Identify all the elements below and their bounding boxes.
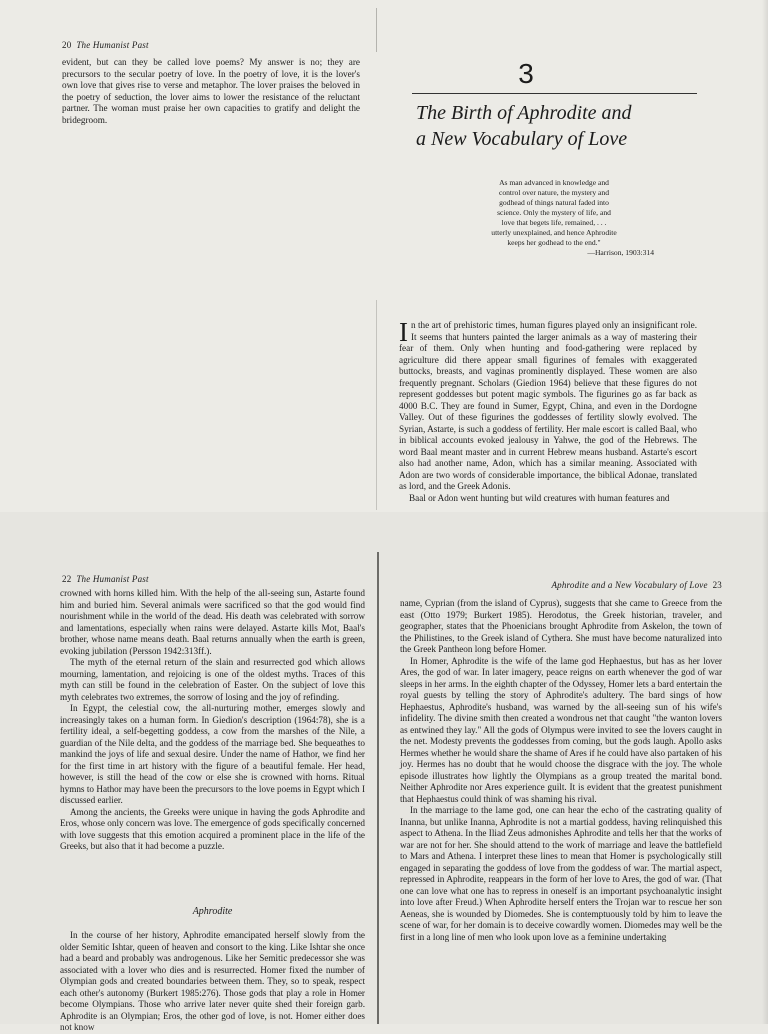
opening-paragraph <box>399 317 697 493</box>
chapter-title-line-2: a New Vocabulary of Love <box>416 128 628 150</box>
paragraph: name, Cyprian (from the island of Cyprus), suggests that she came to Greece from the east (Otto 1979; Burkert 1985). Herodotus, the Greek historian, traveler, and geographer, states that the Phoenicians brought Aphrodite from Askelon, the town of the Philistines, to the Greek island of Cythera. She must have become naturalized into the Greek Pantheon long before Homer. <box>400 598 722 654</box>
paragraph: In Homer, Aphrodite is the wife of the lame god Hephaestus, but has as her lover Ares, the god of war. In later imagery, peace reigns on earth whenever the god of war sleeps in her arms. In the eighth chapter of the Odyssey, Homer lets a bard entertain the royal guests by telling the story of Aphrodite's adultery. The bard sings of how Hephaestus, Aphrodite's husband, was warned by the all-seeing sun of his wife's infidelity. The divine smith then created a wondrous net that caught "the wanton lovers as entwined they lay." All the gods of Olympus were invited to see the lovers caught in the net. Modesty prevents the goddesses from coming, but the gods laugh. Apollo asks Hermes whether he would share the shame of Ares if he could have also partaken of his joy. Hermes has no doubt that he would choose the disgrace with the joy. The whole episode illustrates how lightly the Olympians as a group treated the marital bond. Neither Aphrodite nor Ares experience guilt. It is evident that the greatest punishment that Hephaestus could think of was shaming his rival. <box>400 655 722 804</box>
paragraph: The myth of the eternal return of the slain and resurrected god which allows mourning, lamentation, and rejoicing is one of the oldest myths. Traces of this myth can still be found in the celebration of Easter. On the subject of love this myth celebrates two extremes, the sorrow of losing and the joy of refinding. <box>60 657 365 702</box>
opening-paragraph-text: n the art of prehistoric times, human figures played only an insignificant role. It seems that hunters painted the larger animals as a way of mastering their fear of them. Only when hunting and food-gathering were replaced by agriculture did there appear small figurines of females with exaggerated buttocks, breasts, and vaginas prominently displayed. These women are also frequently pregnant. Scholars (Giedion 1964) believe that these figures do not represent goddesses but potent magic symbols. The figurines go as far back as 4000 B.C. They are found in Sumer, Egypt, China, and even in the Dordogne Valley. Out of these figurines the goddesses of fertility slowly evolved. The Syrian, Astarte, is such a goddess of fertility. Her male escort is called Baal, who in biblical accounts evoked jealousy in Yahwe, the god of the Hebrews. The word Baal meant master and in current Hebrew means husband. Astarte's escort also had another name, Adon, which has a similar meaning. Associated with Adon are two words of considerable importance, the biblical Adonae, translated as lord, and the Greek Adonis. <box>399 320 697 491</box>
chapter-title-line-1: The Birth of Aphrodite and <box>416 102 632 124</box>
section-heading: Aphrodite <box>192 906 233 917</box>
running-head-left <box>62 574 149 584</box>
book-gutter-lower <box>376 300 377 510</box>
paragraph: evident, but can they be called love poems? My answer is no; they are precursors to the secular poetry of love. In the poetry of love, it is the lover's own love that gives rise to verse and metaphor. The lover praises the beloved in the poetry of seduction, the lover aims to lower the resistance of the reluctant partner. The woman must praise her own capacities to gratify and delight the bridegroom. <box>62 57 360 125</box>
paragraph: In the marriage to the lame god, one can hear the echo of the castrating quality of Inanna, but unlike Inanna, Aphrodite is not a martial goddess, having relinquished this aspect to Athena. In the Iliad Zeus admonishes Aphrodite and tells her that the works of war are not for her. She should attend to the work of marriage and leave the battlefield to Mars and Athena. I interpret these lines to mean that Homer is psychologically still engaged in separating the goddess of love from the goddess of war. The martial aspect, repressed in Aphrodite, reappears in the form of her love to Ares, the god of war. (That one can love what one has to repress in oneself is an important psychoanalytic insight into love after Freud.) When Aphrodite herself enters the Trojan war to rescue her son Aeneas, she is wounded by Diomedes. She is contemptuously told by him to leave the scene of war, for her domain is to deceive cowardly women. Diomedes may well be the first in a long line of men who look upon love as a feminine undertaking <box>400 805 722 942</box>
chapter-number: 3 <box>518 58 534 89</box>
page-19-text <box>399 317 697 504</box>
paragraph: crowned with horns killed him. With the help of the all-seeing sun, Astarte found him and buried him. Several animals were sacrificed so that the god would find nourishment while in the world of the dead. His death was celebrated with sorrow and lamentations, especially when rains were delayed. Astarte kills Mot, Baal's brother, whose name means death. Baal returns annually when the earth is green, evoking jubilation (Persson 1942:313ff.). <box>60 588 365 656</box>
running-head-title: The Humanist Past <box>76 40 149 50</box>
epigraph <box>440 178 668 258</box>
bottom-spread <box>0 512 768 1032</box>
epigraph-line: As man advanced in knowledge and <box>499 178 609 187</box>
page-number: 23 <box>712 580 722 590</box>
epigraph-line: control over nature, the mystery and <box>498 188 610 197</box>
chapter-title <box>416 100 706 152</box>
page-22-text <box>60 588 365 898</box>
epigraph-line: love that begets life, remained, . . . <box>501 218 607 227</box>
paragraph: In the course of her history, Aphrodite emancipated herself slowly from the older Semitic Ishtar, queen of heaven and consort to the king. Like Ishtar she once had a beard and probably was androgenous. Like her Semitic predecessor she was associated with a lover who dies and is resurrected. Homer fixed the number of Olympian gods and created boundaries between them. They, so to speak, respect each other's autonomy (Burkert 1985:276). Those gods that play a role in Homer become Olympians. Those who arrive later never quite shed their foreign garb. Aphrodite is an Olympian; Eros, the other god of love, is not. Homer either does not know <box>60 930 365 1032</box>
page-number: 22 <box>62 574 72 584</box>
running-head-right <box>400 580 722 590</box>
drop-cap: I <box>399 317 408 347</box>
epigraph-line: utterly unexplained, and hence Aphrodite <box>491 228 617 237</box>
paragraph: Among the ancients, the Greeks were unique in having the gods Aphrodite and Eros, whose only concern was love. The emergence of gods specifically concerned with love suggests that this emotion acquired a prominent place in the life of the Greeks, but also that it had become a puzzle. <box>60 806 365 851</box>
top-spread <box>0 0 768 512</box>
book-gutter <box>376 8 377 52</box>
running-head-title: Aphrodite and a New Vocabulary of Love <box>551 580 708 590</box>
epigraph-attribution: —Harrison, 1903:314 <box>587 248 654 257</box>
book-gutter <box>377 552 379 1024</box>
running-head-left <box>62 40 149 50</box>
page-edge-shadow <box>762 0 768 512</box>
page-20-text <box>62 57 360 126</box>
paragraph: In Egypt, the celestial cow, the all-nurturing mother, emerges slowly and increasingly takes on a human form. In Giedion's description (1964:78), she is a fertility ideal, a self-begetting goddess, a cow from the marshes of the Nile, a guardian of the Nile delta, and the goddess of the marriage bed. She bequeathes to mankind the joys of life and sexual desire. Under the name of Hathor, we find her for the first time in art history with the figure of a beautiful female. Her head, however, is still the head of the cow or else she is crowned with horns. Ritual hymns to Hathor may have been the precursors to the love poems in Egypt which I discussed earlier. <box>60 703 365 805</box>
epigraph-line: science. Only the mystery of life, and <box>497 208 611 217</box>
page-22-section-text <box>60 930 365 1032</box>
page-number: 20 <box>62 40 72 50</box>
running-head-title: The Humanist Past <box>76 574 149 584</box>
page-23-text <box>400 598 722 1024</box>
page-edge-shadow <box>762 512 768 1024</box>
paragraph: Baal or Adon went hunting but wild creatures with human features and <box>409 492 670 503</box>
epigraph-line: godhead of things natural faded into <box>499 198 609 207</box>
chapter-rule <box>412 93 697 94</box>
epigraph-line: keeps her godhead to the end." <box>507 238 601 247</box>
